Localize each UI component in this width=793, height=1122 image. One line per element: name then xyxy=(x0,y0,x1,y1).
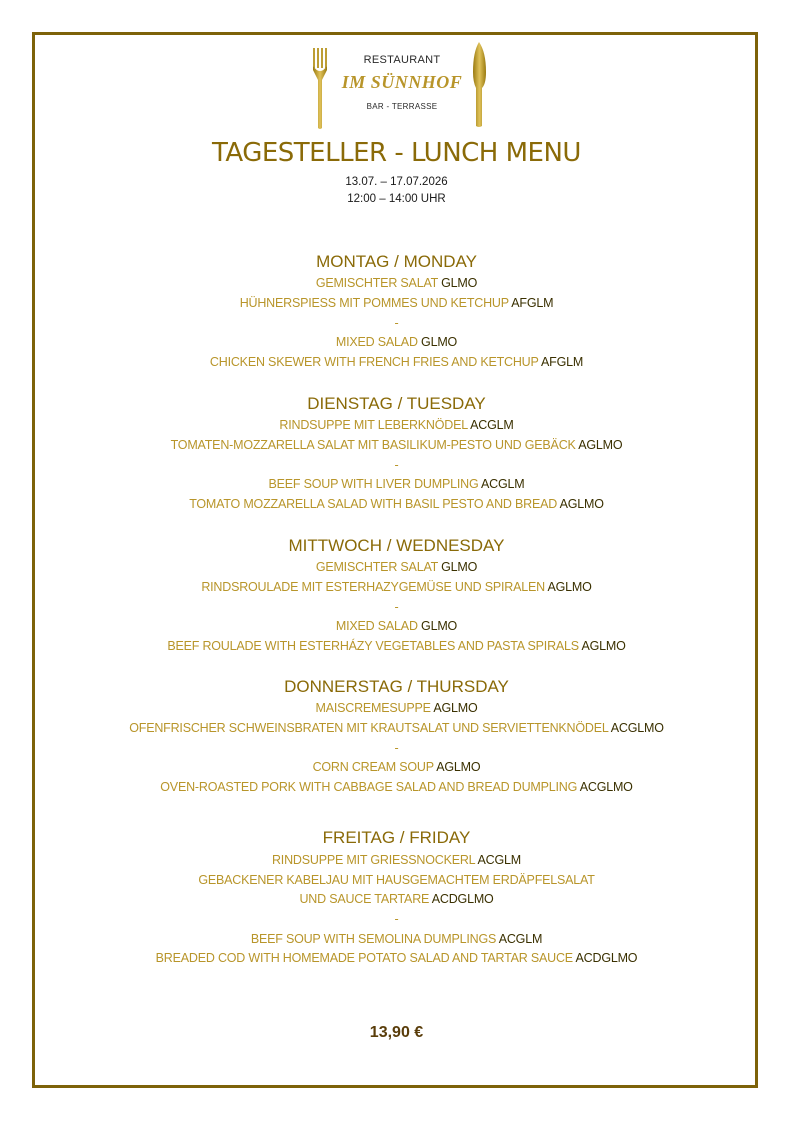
dish-line xyxy=(0,580,793,594)
allergen-code: ACGLMO xyxy=(610,721,664,735)
dish-line xyxy=(0,619,793,633)
allergen-code: ACDGLMO xyxy=(431,892,494,906)
dish-line xyxy=(0,780,793,794)
dish-line xyxy=(0,639,793,653)
allergen-code: GLMO xyxy=(421,619,458,633)
allergen-code: ACGLM xyxy=(470,418,514,432)
dish-name: TOMATO MOZZARELLA SALAD WITH BASIL PESTO AND BREAD xyxy=(189,497,560,511)
day-heading-tuesday: DIENSTAG / TUESDAY xyxy=(307,394,486,413)
allergen-code: AFGLM xyxy=(511,296,554,310)
dish-line xyxy=(0,438,793,452)
language-separator: - xyxy=(394,912,399,926)
dish-name: OFENFRISCHER SCHWEINSBRATEN MIT KRAUTSALAT UND SERVIETTENKNÖDEL xyxy=(129,721,611,735)
allergen-code: AGLMO xyxy=(578,438,623,452)
allergen-code: AGLMO xyxy=(547,580,592,594)
dish-name: RINDSUPPE MIT LEBERKNÖDEL xyxy=(279,418,471,432)
dish-name: HÜHNERSPIESS MIT POMMES UND KETCHUP xyxy=(239,296,512,310)
dish-line xyxy=(0,721,793,735)
logo-top-text: RESTAURANT xyxy=(363,54,441,66)
menu-price: 13,90 € xyxy=(369,1024,424,1041)
day-heading-monday: MONTAG / MONDAY xyxy=(316,252,477,271)
allergen-code: AGLMO xyxy=(581,639,626,653)
dish-line xyxy=(0,296,793,310)
day-heading-thursday: DONNERSTAG / THURSDAY xyxy=(284,677,509,696)
dish-name: MIXED SALAD xyxy=(335,335,422,349)
fork-icon xyxy=(312,46,328,130)
dish-line xyxy=(0,276,793,290)
logo-name: IM SÜNNHOF xyxy=(341,72,463,92)
dish-name: GEMISCHTER SALAT xyxy=(315,560,442,574)
allergen-code: GLMO xyxy=(441,276,478,290)
dish-name: BEEF ROULADE WITH ESTERHÁZY VEGETABLES AND PASTA SPIRALS xyxy=(167,639,582,653)
dish-line xyxy=(0,477,793,491)
logo-subtitle: BAR - TERRASSE xyxy=(366,102,438,111)
dish-line xyxy=(0,355,793,369)
allergen-code: AGLMO xyxy=(559,497,604,511)
dish-line xyxy=(0,951,793,965)
knife-icon xyxy=(470,42,488,128)
allergen-code: ACGLMO xyxy=(579,780,633,794)
restaurant-logo xyxy=(310,42,492,128)
dish-name: BEEF SOUP WITH SEMOLINA DUMPLINGS xyxy=(250,932,499,946)
dish-name: MIXED SALAD xyxy=(335,619,422,633)
language-separator: - xyxy=(394,741,399,755)
allergen-code: ACGLM xyxy=(477,853,521,867)
dish-line xyxy=(0,932,793,946)
menu-title: TAGESTELLER - LUNCH MENU xyxy=(212,138,581,168)
language-separator: - xyxy=(394,458,399,472)
allergen-code: AGLMO xyxy=(436,760,481,774)
allergen-code: ACDGLMO xyxy=(575,951,638,965)
day-heading-wednesday: MITTWOCH / WEDNESDAY xyxy=(288,536,505,555)
language-separator: - xyxy=(394,316,399,330)
dish-line xyxy=(0,560,793,574)
allergen-code: AGLMO xyxy=(433,701,478,715)
allergen-code: GLMO xyxy=(441,560,478,574)
language-separator: - xyxy=(394,600,399,614)
dish-name: CORN CREAM SOUP xyxy=(312,760,437,774)
dish-name: MAISCREMESUPPE xyxy=(315,701,434,715)
dish-name: TOMATEN-MOZZARELLA SALAT MIT BASILIKUM-PESTO UND GEBÄCK xyxy=(170,438,579,452)
dish-line xyxy=(0,760,793,774)
date-range: 13.07. – 17.07.2026 xyxy=(345,176,448,188)
dish-name: GEBACKENER KABELJAU MIT HAUSGEMACHTEM ERDÄPFELSALAT xyxy=(198,873,595,887)
allergen-code: GLMO xyxy=(421,335,458,349)
dish-line xyxy=(0,497,793,511)
dish-line xyxy=(0,873,793,887)
dish-name: BREADED COD WITH HOMEMADE POTATO SALAD AND TARTAR SAUCE xyxy=(155,951,576,965)
allergen-code: AFGLM xyxy=(541,355,584,369)
serving-hours: 12:00 – 14:00 UHR xyxy=(347,193,446,205)
dish-name: BEEF SOUP WITH LIVER DUMPLING xyxy=(268,477,482,491)
dish-line xyxy=(0,335,793,349)
dish-name: GEMISCHTER SALAT xyxy=(315,276,442,290)
day-heading-friday: FREITAG / FRIDAY xyxy=(322,828,471,847)
dish-line xyxy=(0,853,793,867)
dish-line xyxy=(0,892,793,906)
dish-name: UND SAUCE TARTARE xyxy=(299,892,432,906)
dish-line xyxy=(0,701,793,715)
dish-name: RINDSROULADE MIT ESTERHAZYGEMÜSE UND SPIRALEN xyxy=(201,580,548,594)
dish-line xyxy=(0,418,793,432)
dish-name: CHICKEN SKEWER WITH FRENCH FRIES AND KETCHUP xyxy=(209,355,542,369)
dish-name: OVEN-ROASTED PORK WITH CABBAGE SALAD AND BREAD DUMPLING xyxy=(160,780,580,794)
allergen-code: ACGLM xyxy=(481,477,525,491)
dish-name: RINDSUPPE MIT GRIESSNOCKERL xyxy=(271,853,478,867)
allergen-code: ACGLM xyxy=(498,932,543,946)
